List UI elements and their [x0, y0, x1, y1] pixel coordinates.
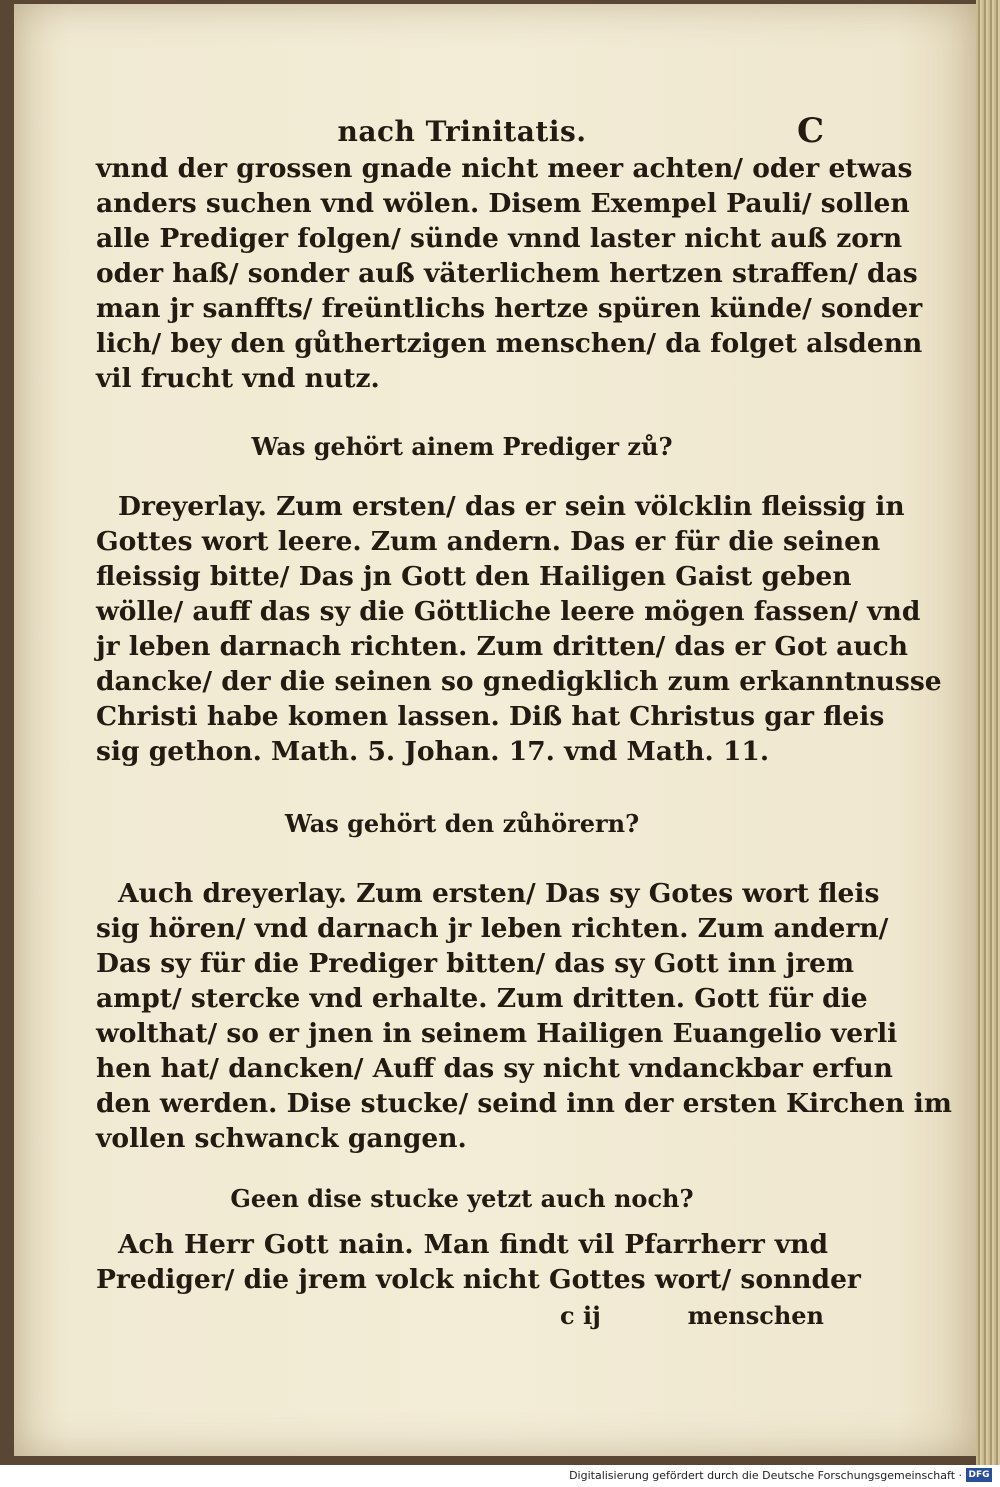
page-text	[96, 111, 952, 1337]
text-line: sig gethon. Math. 5. Johan. 17. vnd Math. 11.	[96, 736, 770, 767]
section-heading: Geen dise stucke yetzt auch noch?	[230, 1184, 694, 1213]
text-line: wölle/ auff das sy die Göttliche leere mögen fassen/ vnd	[96, 596, 921, 627]
text-line: Dreyerlay. Zum ersten/ das er sein völcklin fleissig in	[118, 491, 905, 522]
page-edges	[976, 0, 1000, 1465]
text-line: Auch dreyerlay. Zum ersten/ Das sy Gotes wort fleis	[118, 878, 880, 909]
text-line: Das sy für die Prediger bitten/ das sy Gott inn jrem	[96, 948, 855, 979]
text-line: anders suchen vnd wölen. Disem Exempel Pauli/ sollen	[96, 188, 910, 219]
signature-mark: c ij	[560, 1301, 601, 1330]
text-line: lich/ bey den gůthertzigen menschen/ da folget alsdenn	[96, 328, 923, 359]
text-line: ampt/ stercke vnd erhalte. Zum dritten. Gott für die	[96, 983, 868, 1014]
text-line: wolthat/ so er jnen in seinem Hailigen Euangelio verli	[96, 1018, 898, 1049]
text-line: Gottes wort leere. Zum andern. Das er für die seinen	[96, 526, 881, 557]
text-line: Christi habe komen lassen. Diß hat Christus gar fleis	[96, 701, 885, 732]
paragraph-1	[96, 151, 923, 396]
paragraph-4	[96, 1227, 861, 1297]
paragraph-3	[96, 876, 952, 1156]
funding-credit: Digitalisierung gefördert durch die Deutsche Forschungsgemeinschaft ·	[569, 1469, 962, 1482]
page-header	[96, 111, 828, 151]
text-line: alle Prediger folgen/ sünde vnnd laster nicht auß zorn	[96, 223, 903, 254]
text-line: vil frucht vnd nutz.	[96, 363, 380, 394]
text-line: man jr sanffts/ freüntlichs hertze spüren künde/ sonder	[96, 293, 923, 324]
signature-letter: C	[796, 111, 824, 151]
catchline	[96, 1301, 828, 1337]
text-line: jr leben darnach richten. Zum dritten/ das er Got auch	[96, 631, 909, 662]
text-line: oder haß/ sonder auß väterlichem hertzen straffen/ das	[96, 258, 918, 289]
digitization-footer	[0, 1465, 1000, 1487]
text-line: sig hören/ vnd darnach jr leben richten. Zum andern/	[96, 913, 889, 944]
text-line: hen hat/ dancken/ Auff das sy nicht vndanckbar erfun	[96, 1053, 893, 1084]
section-heading: Was gehört den zůhörern?	[284, 809, 640, 838]
section-heading: Was gehört ainem Prediger zů?	[251, 432, 673, 461]
text-line: dancke/ der die seinen so gnedigklich zum erkanntnusse	[96, 666, 942, 697]
text-line: Prediger/ die jrem volck nicht Gottes wort/ sonnder	[96, 1264, 861, 1295]
text-line: fleissig bitte/ Das jn Gott den Hailigen Gaist geben	[96, 561, 852, 592]
text-line: vollen schwanck gangen.	[96, 1123, 467, 1154]
running-title: nach Trinitatis.	[337, 115, 587, 148]
text-line: Ach Herr Gott nain. Man findt vil Pfarrherr vnd	[118, 1229, 828, 1260]
catchword: menschen	[687, 1301, 824, 1330]
text-line: den werden. Dise stucke/ seind inn der ersten Kirchen im	[96, 1088, 952, 1119]
paragraph-2	[96, 489, 942, 769]
dfg-logo: DFG	[966, 1468, 992, 1482]
text-line: vnnd der grossen gnade nicht meer achten/ oder etwas	[96, 153, 913, 184]
